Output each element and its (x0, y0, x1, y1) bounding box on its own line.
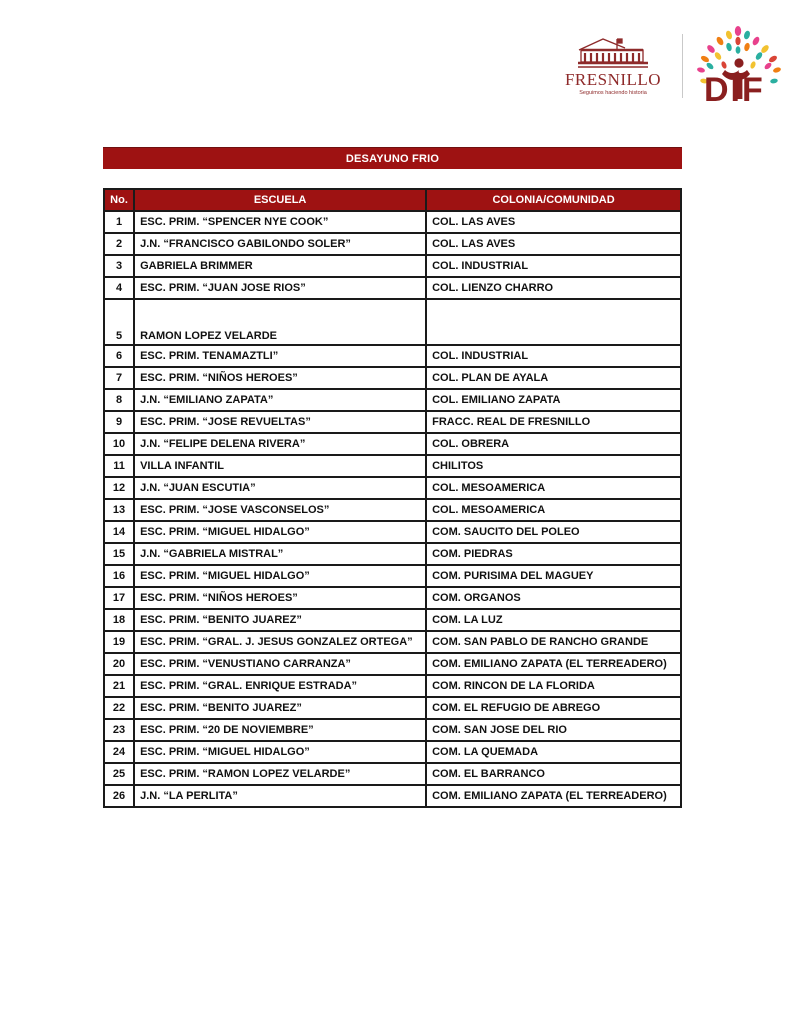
row-colonia: COM. SAUCITO DEL POLEO (426, 521, 681, 543)
row-escuela: ESC. PRIM. “RAMON LOPEZ VELARDE” (134, 763, 426, 785)
header-no: No. (104, 189, 134, 211)
row-no: 12 (104, 477, 134, 499)
table-row (104, 455, 681, 477)
row-escuela: ESC. PRIM. “MIGUEL HIDALGO” (134, 565, 426, 587)
row-no: 7 (104, 367, 134, 389)
dif-wordmark: DIF (704, 71, 765, 107)
logo-divider (682, 34, 683, 98)
row-colonia: COM. SAN JOSE DEL RIO (426, 719, 681, 741)
dif-logo (693, 25, 785, 107)
row-colonia: COM. LA LUZ (426, 609, 681, 631)
row-colonia: COM. LA QUEMADA (426, 741, 681, 763)
row-escuela: RAMON LOPEZ VELARDE (134, 299, 426, 345)
row-colonia: COM. ORGANOS (426, 587, 681, 609)
row-escuela: GABRIELA BRIMMER (134, 255, 426, 277)
row-escuela: ESC. PRIM. “JOSE REVUELTAS” (134, 411, 426, 433)
row-escuela: ESC. PRIM. “JUAN JOSE RIOS” (134, 277, 426, 299)
row-colonia: COM. EL REFUGIO DE ABREGO (426, 697, 681, 719)
table-row (104, 233, 681, 255)
row-no: 26 (104, 785, 134, 807)
row-escuela: ESC. PRIM. “NIÑOS HEROES” (134, 367, 426, 389)
row-no: 15 (104, 543, 134, 565)
row-colonia: COL. MESOAMERICA (426, 477, 681, 499)
row-colonia: COM. EMILIANO ZAPATA (EL TERREADERO) (426, 653, 681, 675)
row-escuela: J.N. “JUAN ESCUTIA” (134, 477, 426, 499)
row-escuela: VILLA INFANTIL (134, 455, 426, 477)
table-row (104, 785, 681, 807)
section-title: DESAYUNO FRIO (345, 152, 440, 165)
row-no: 14 (104, 521, 134, 543)
table-row (104, 389, 681, 411)
row-escuela: ESC. PRIM. TENAMAZTLI” (134, 345, 426, 367)
row-escuela: J.N. “GABRIELA MISTRAL” (134, 543, 426, 565)
table-row (104, 631, 681, 653)
row-escuela: J.N. “FRANCISCO GABILONDO SOLER” (134, 233, 426, 255)
row-escuela: ESC. PRIM. “GRAL. J. JESUS GONZALEZ ORTEGA” (134, 631, 426, 653)
table-header-row (104, 189, 681, 211)
row-colonia: COL. MESOAMERICA (426, 499, 681, 521)
row-escuela: ESC. PRIM. “GRAL. ENRIQUE ESTRADA” (134, 675, 426, 697)
school-table-body (104, 211, 681, 807)
header-escuela: ESCUELA (134, 189, 426, 211)
row-no: 20 (104, 653, 134, 675)
table-row (104, 211, 681, 233)
table-row (104, 367, 681, 389)
fresnillo-logo (552, 36, 674, 96)
row-escuela: ESC. PRIM. “BENITO JUAREZ” (134, 697, 426, 719)
table-row (104, 653, 681, 675)
table-row (104, 587, 681, 609)
dif-tree-icon (696, 25, 782, 107)
fresnillo-wordmark: FRESNILLO (564, 70, 662, 89)
row-no: 17 (104, 587, 134, 609)
row-no: 16 (104, 565, 134, 587)
table-row (104, 477, 681, 499)
row-no: 10 (104, 433, 134, 455)
table-row (104, 543, 681, 565)
row-colonia: COL. LAS AVES (426, 211, 681, 233)
row-colonia: COM. RINCON DE LA FLORIDA (426, 675, 681, 697)
row-escuela: ESC. PRIM. “NIÑOS HEROES” (134, 587, 426, 609)
row-escuela: J.N. “FELIPE DELENA RIVERA” (134, 433, 426, 455)
row-escuela: ESC. PRIM. “VENUSTIANO CARRANZA” (134, 653, 426, 675)
row-no: 23 (104, 719, 134, 741)
row-colonia: COM. EMILIANO ZAPATA (EL TERREADERO) (426, 785, 681, 807)
row-no: 8 (104, 389, 134, 411)
row-colonia: COM. EL BARRANCO (426, 763, 681, 785)
row-escuela: ESC. PRIM. “20 DE NOVIEMBRE” (134, 719, 426, 741)
row-no: 4 (104, 277, 134, 299)
row-no: 3 (104, 255, 134, 277)
table-row (104, 719, 681, 741)
table-row (104, 741, 681, 763)
header-logos (552, 24, 785, 108)
table-row (104, 433, 681, 455)
row-colonia (426, 299, 681, 345)
table-row (104, 609, 681, 631)
row-colonia: COM. PURISIMA DEL MAGUEY (426, 565, 681, 587)
table-row (104, 763, 681, 785)
row-colonia: COL. INDUSTRIAL (426, 345, 681, 367)
row-colonia: COL. INDUSTRIAL (426, 255, 681, 277)
row-colonia: COL. OBRERA (426, 433, 681, 455)
school-table (103, 188, 682, 808)
row-colonia: COL. LAS AVES (426, 233, 681, 255)
table-row (104, 675, 681, 697)
row-no: 24 (104, 741, 134, 763)
row-escuela: J.N. “EMILIANO ZAPATA” (134, 389, 426, 411)
row-escuela: J.N. “LA PERLITA” (134, 785, 426, 807)
fresnillo-tagline: Seguimos haciendo historia (579, 90, 647, 96)
table-row (104, 277, 681, 299)
table-row (104, 411, 681, 433)
table-row (104, 697, 681, 719)
fresnillo-building-icon (577, 36, 649, 70)
row-colonia: CHILITOS (426, 455, 681, 477)
row-escuela: ESC. PRIM. “MIGUEL HIDALGO” (134, 741, 426, 763)
row-no: 9 (104, 411, 134, 433)
row-no: 13 (104, 499, 134, 521)
row-no: 1 (104, 211, 134, 233)
row-no: 6 (104, 345, 134, 367)
row-no: 22 (104, 697, 134, 719)
row-escuela: ESC. PRIM. “MIGUEL HIDALGO” (134, 521, 426, 543)
row-escuela: ESC. PRIM. “JOSE VASCONSELOS” (134, 499, 426, 521)
row-no: 11 (104, 455, 134, 477)
row-colonia: COL. EMILIANO ZAPATA (426, 389, 681, 411)
row-no: 19 (104, 631, 134, 653)
table-row (104, 565, 681, 587)
table-row (104, 299, 681, 345)
row-colonia: COM. SAN PABLO DE RANCHO GRANDE (426, 631, 681, 653)
section-title-bar (103, 147, 682, 169)
row-escuela: ESC. PRIM. “BENITO JUAREZ” (134, 609, 426, 631)
table-row (104, 345, 681, 367)
row-escuela: ESC. PRIM. “SPENCER NYE COOK” (134, 211, 426, 233)
row-colonia: COL. PLAN DE AYALA (426, 367, 681, 389)
header-colonia: COLONIA/COMUNIDAD (426, 189, 681, 211)
row-no: 5 (104, 299, 134, 345)
table-row (104, 521, 681, 543)
table-row (104, 499, 681, 521)
row-no: 21 (104, 675, 134, 697)
row-no: 2 (104, 233, 134, 255)
table-row (104, 255, 681, 277)
row-colonia: FRACC. REAL DE FRESNILLO (426, 411, 681, 433)
row-no: 25 (104, 763, 134, 785)
row-colonia: COM. PIEDRAS (426, 543, 681, 565)
row-colonia: COL. LIENZO CHARRO (426, 277, 681, 299)
row-no: 18 (104, 609, 134, 631)
